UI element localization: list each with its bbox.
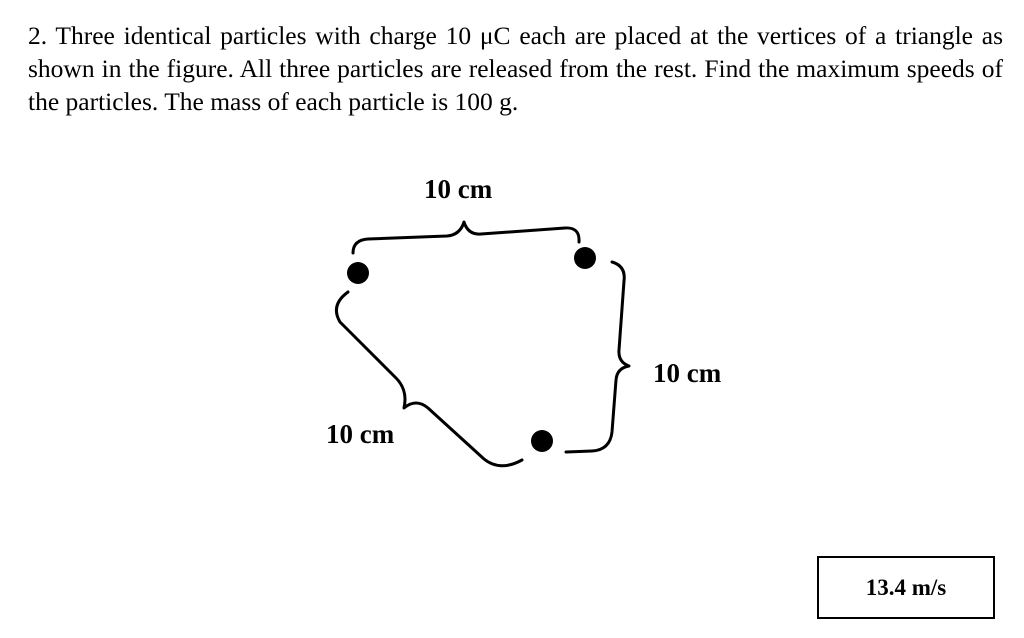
particle-top-left (347, 262, 369, 284)
particle-top-right (574, 247, 596, 269)
answer-value: 13.4 m/s (865, 574, 947, 600)
top-brace (353, 222, 579, 253)
right-brace (566, 262, 629, 452)
top-side-label: 10 cm (424, 174, 493, 204)
right-side-label: 10 cm (653, 358, 722, 388)
problem-statement: 2. Three identical particles with charge 10 μC each are placed at the vertices of a triangle as shown in the figure. All three particles are released from the rest. Find the maximum speeds of the particles. The mass of each particle is 100 g. (28, 21, 1003, 116)
answer-box (817, 556, 995, 619)
particle-bottom (531, 430, 553, 452)
left-side-label: 10 cm (326, 419, 395, 449)
